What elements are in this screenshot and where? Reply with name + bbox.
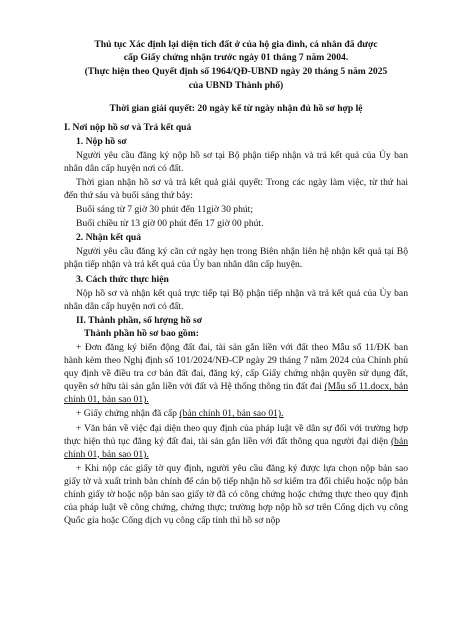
paragraph-submit-location: Người yêu cầu đăng ký nộp hồ sơ tại Bộ phận tiếp nhận và trả kết quả của Ủy ban nhân dân cấp huyện nơi có đất. [64, 149, 408, 174]
paragraph-working-hours: Thời gian nhận hồ sơ và trả kết quả giải quyết: Trong các ngày làm việc, từ thứ hai đến thứ sáu và buổi sáng thứ bảy: [64, 176, 408, 201]
doc-subtitle-line2: của UBND Thành phố) [188, 80, 284, 92]
dossier-item-3-ref[interactable]: (bản chính 01, bản sao 01). [64, 435, 408, 460]
dossier-item-1 [64, 341, 408, 406]
dossier-item-3-text: + Văn bản về việc đại diện theo quy định của pháp luật về dân sự đối với trường hợp thực hiện thủ tục đăng ký đất đai, tài sản gắn liền với đất thông qua người đại diện [64, 422, 408, 447]
dossier-item-2-ref[interactable]: (bản chính 01, bản sao 01). [179, 408, 284, 420]
paragraph-morning-hours: Buổi sáng từ 7 giờ 30 phút đến 11giờ 30 phút; [76, 204, 254, 216]
dossier-item-2-text: + Giấy chứng nhận đã cấp [76, 408, 180, 420]
section-2-heading: II. Thành phần, số lượng hồ sơ [76, 314, 203, 326]
dossier-item-1-text: + Đơn đăng ký biến động đất đai, tài sản gắn liền với đất theo Mẫu số 11/ĐK ban hành kèm theo Nghị định số 101/2024/NĐ-CP ngày 29 tháng 7 năm 2024 của Chính phủ quy định về điều tra cơ bản đất đai, đăng ký, cấp Giấy chứng nhận quyền sử dụng đất, quyền sở hữu tài sản gắn liền với đất và Hệ thống thông tin đất đai [64, 341, 408, 393]
dossier-item-2 [64, 407, 408, 420]
subsection-1-3-heading: 3. Cách thức thực hiện [76, 273, 169, 285]
section-1-heading: I. Nơi nộp hồ sơ và Trả kết quả [64, 122, 192, 134]
doc-subtitle-line1: (Thực hiện theo Quyết định số 1964/QĐ-UBND ngày 20 tháng 5 năm 2025 [84, 66, 388, 78]
section-2-subheading: Thành phần hồ sơ bao gồm: [84, 327, 199, 339]
doc-title-line1: Thủ tục Xác định lại diện tích đất ở của hộ gia đình, cá nhân đã được [94, 39, 378, 50]
dossier-item-4: + Khi nộp các giấy tờ quy định, người yêu cầu đăng ký được lựa chọn nộp bản sao giấy tờ và xuất trình bản chính để cán bộ tiếp nhận hồ sơ kiểm tra đối chiếu hoặc nộp bản chính giấy tờ hoặc nộp bản sao giấy tờ đã có công chứng hoặc chứng thực theo quy định của pháp luật về công chứng, chứng thực; trường hợp nộp hồ sơ trên Cổng dịch vụ công Quốc gia hoặc Cổng dịch vụ công cấp tỉnh thì hồ sơ nộp [64, 462, 408, 527]
paragraph-afternoon-hours: Buổi chiều từ 13 giờ 00 phút đến 17 giờ 00 phút. [76, 218, 264, 230]
dossier-item-3 [64, 422, 408, 461]
subsection-1-2-heading: 2. Nhận kết quả [76, 232, 142, 244]
subsection-1-1-heading: 1. Nộp hồ sơ [76, 135, 127, 147]
paragraph-receive-result: Người yêu cầu đăng ký căn cứ ngày hẹn trong Biên nhận liên hệ nhận kết quả tại Bộ phận tiếp nhận và trả kết quả của Ủy ban nhân dân cấp huyện. [64, 246, 408, 271]
dossier-item-1-ref[interactable]: (Mẫu số 11.docx, bản chính 01, bản sao 01). [64, 381, 408, 406]
doc-title-line2: cấp Giấy chứng nhận trước ngày 01 tháng 7 năm 2004. [123, 52, 349, 64]
processing-deadline: Thời gian giải quyết: 20 ngày kể từ ngày nhận đủ hồ sơ hợp lệ [109, 103, 363, 115]
paragraph-method: Nộp hồ sơ và nhận kết quả trực tiếp tại Bộ phận tiếp nhận và trả kết quả của Ủy ban nhân dân cấp huyện nơi có đất. [64, 287, 408, 312]
